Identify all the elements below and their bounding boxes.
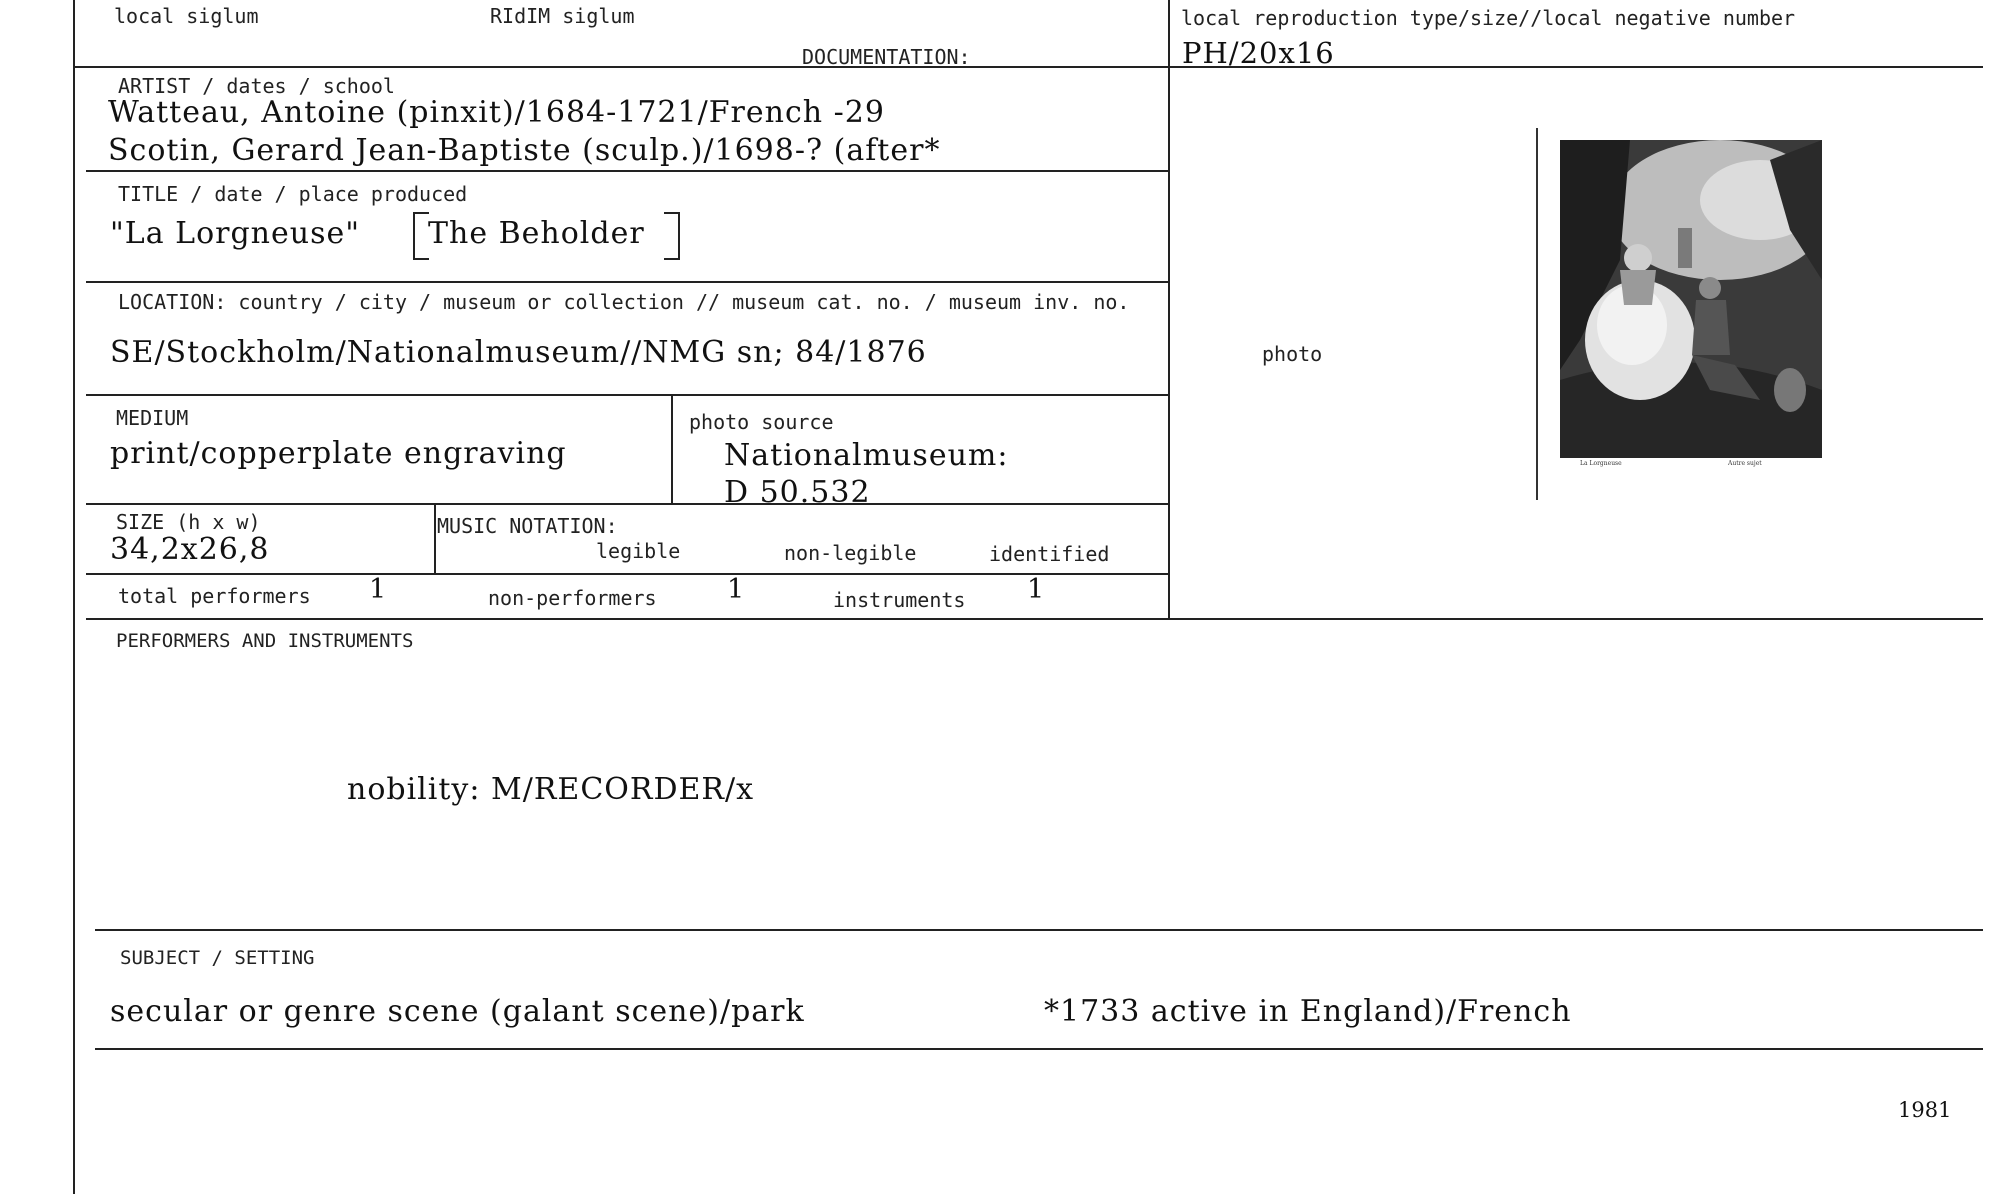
left-border (73, 0, 75, 1194)
reproduction-label: local reproduction type/size//local negative number (1181, 6, 1796, 30)
title-left-bracket (413, 212, 429, 260)
title-label: TITLE / date / place produced (118, 182, 468, 206)
non-performers-value: 1 (727, 574, 746, 605)
reproduction-value: PH/20x16 (1182, 36, 1335, 70)
photo-source-line-2: D 50.532 (724, 475, 871, 510)
engraving-photo (1560, 140, 1822, 458)
medium-divider (671, 394, 673, 504)
rule-location (86, 394, 1168, 396)
card-year: 1981 (1898, 1098, 1952, 1122)
ridim-siglum-label: RIdIM siglum (490, 4, 635, 28)
rule-header (73, 66, 1983, 68)
rule-title (86, 281, 1168, 283)
subject-value: secular or genre scene (galant scene)/park (110, 994, 805, 1029)
rule-counts (86, 618, 1983, 620)
title-right-bracket (664, 212, 680, 260)
photo-caption-right: Autre sujet (1728, 460, 1762, 467)
artist-line-2: Scotin, Gerard Jean-Baptiste (sculp.)/1698-? (after* (108, 133, 941, 168)
engraving-illustration (1560, 140, 1822, 458)
total-performers-value: 1 (369, 574, 388, 605)
photo-source-label: photo source (689, 410, 834, 434)
photo-label: photo (1262, 342, 1323, 366)
subject-label: SUBJECT / SETTING (120, 947, 315, 969)
photo-frame-edge (1536, 128, 1538, 500)
music-notation-label: MUSIC NOTATION: (437, 514, 618, 538)
rule-medium (86, 503, 1168, 505)
non-legible-label: non-legible (784, 541, 917, 565)
identified-label: identified (989, 542, 1110, 566)
medium-value: print/copperplate engraving (110, 436, 567, 471)
medium-label: MEDIUM (116, 406, 189, 430)
rule-size (86, 573, 1168, 575)
center-divider (1168, 0, 1170, 620)
photo-source-line-1: Nationalmuseum: (724, 438, 1009, 473)
total-performers-label: total performers (118, 584, 311, 608)
location-label: LOCATION: country / city / museum or collection // museum cat. no. / museum inv. no. (118, 290, 1130, 314)
rule-performers (95, 929, 1983, 931)
title-value: "La Lorgneuse" (110, 216, 361, 251)
size-divider (434, 503, 436, 573)
rule-subject (95, 1048, 1983, 1050)
performers-label: PERFORMERS AND INSTRUMENTS (116, 630, 414, 652)
rule-artist (86, 170, 1168, 172)
non-performers-label: non-performers (488, 586, 657, 610)
location-value: SE/Stockholm/Nationalmuseum//NMG sn; 84/1876 (110, 335, 927, 370)
documentation-label: DOCUMENTATION: (802, 45, 971, 69)
size-value: 34,2x26,8 (110, 532, 270, 567)
artist-line-1: Watteau, Antoine (pinxit)/1684-1721/French -29 (108, 95, 885, 130)
size-label: SIZE (h x w) (116, 510, 261, 534)
photo-caption-left: La Lorgneuse (1580, 460, 1622, 467)
local-siglum-label: local siglum (114, 4, 259, 28)
title-bracketed-value: The Beholder (428, 216, 645, 251)
instruments-label: instruments (833, 588, 966, 612)
instruments-value: 1 (1027, 574, 1046, 605)
artist-label: ARTIST / dates / school (118, 74, 395, 98)
legible-label: legible (596, 539, 681, 563)
subject-continuation: *1733 active in England)/French (1044, 994, 1572, 1029)
performers-value: nobility: M/RECORDER/x (347, 772, 755, 807)
